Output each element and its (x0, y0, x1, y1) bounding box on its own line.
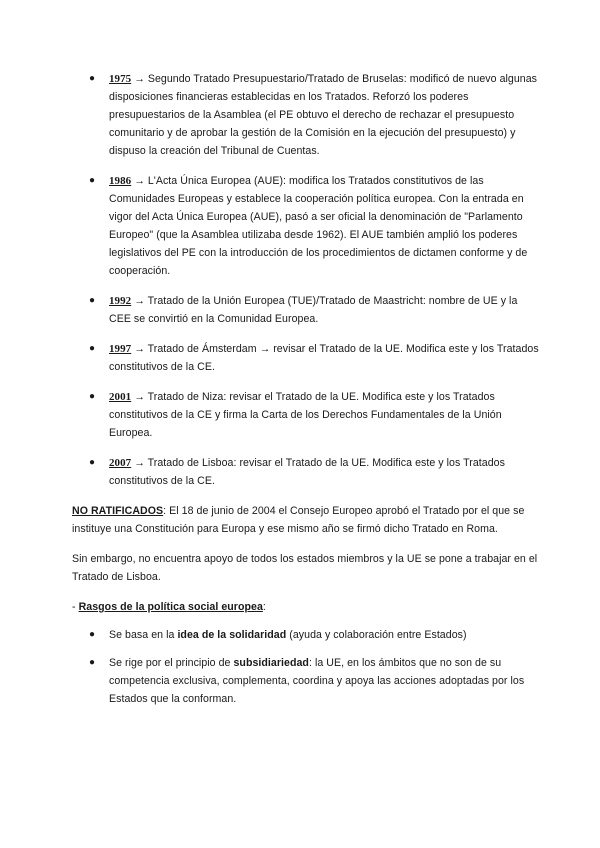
treaty-text: → Tratado de la Unión Europea (TUE)/Tratado de Maastricht: nombre de UE y la CEE se convirtió en la Comunidad Europea. (109, 295, 518, 325)
treaty-list (72, 70, 540, 490)
treaty-item-2007 (72, 454, 540, 490)
rasgos-item-subsidiariedad (72, 654, 540, 708)
treaty-item-2001 (72, 388, 540, 442)
treaty-item-1975 (72, 70, 540, 160)
treaty-year: 1992 (109, 295, 132, 307)
rasgos-item-bold: subsidiariedad (233, 657, 309, 669)
bullet-icon: ● (89, 457, 96, 468)
rasgos-item-bold: idea de la solidaridad (177, 629, 287, 641)
treaty-item-1997 (72, 340, 540, 376)
rasgos-prefix: - (72, 601, 79, 613)
rasgos-item-text: (ayuda y colaboración entre Estados) (286, 629, 467, 641)
bullet-icon: ● (89, 629, 96, 640)
bullet-icon: ● (89, 295, 96, 306)
treaty-year: 2001 (109, 391, 132, 403)
treaty-year: 1997 (109, 343, 132, 355)
no-ratificados-paragraph (72, 502, 540, 538)
rasgos-item-solidaridad (72, 626, 540, 644)
rasgos-suffix: : (262, 601, 266, 613)
treaty-year: 1975 (109, 73, 132, 85)
rasgos-heading (72, 598, 540, 616)
treaty-year: 2007 (109, 457, 132, 469)
bullet-icon: ● (89, 657, 96, 668)
bullet-icon: ● (89, 73, 96, 84)
no-ratificados-label: NO RATIFICADOS (72, 505, 164, 517)
rasgos-item-text: Se rige por el principio de (109, 657, 234, 669)
treaty-text: → Segundo Tratado Presupuestario/Tratado de Bruselas: modificó de nuevo algunas disposiciones financieras establecidas en los Tratados. Reforzó los poderes presupuestarios de la Asamblea (el PE obtuvo el derecho de rechazar el presupuesto comunitario y de aprobar la gestión de la Comisión en la ejecución del presupuesto) y dispuso la creación del Tribunal de Cuentas. (109, 73, 538, 157)
treaty-text: → Tratado de Niza: revisar el Tratado de la UE. Modifica este y los Tratados constitutivos de la CE y firma la Carta de los Derechos Fundamentales de la Unión Europea. (109, 391, 502, 439)
bullet-icon: ● (89, 175, 96, 186)
bullet-icon: ● (89, 343, 96, 354)
treaty-text: → Tratado de Lisboa: revisar el Tratado de la UE. Modifica este y los Tratados constitutivos de la CE. (109, 457, 505, 487)
treaty-text: → Tratado de Ámsterdam → revisar el Tratado de la UE. Modifica este y los Tratados constitutivos de la CE. (109, 343, 539, 373)
rasgos-item-text: : la UE, en los ámbitos que no son de su competencia exclusiva, complementa, coordina y apoya las acciones adoptadas por los Estados que la conforman. (109, 657, 525, 705)
rasgos-title: Rasgos de la política social europea (78, 601, 263, 613)
treaty-item-1986 (72, 172, 540, 280)
no-ratificados-text: : El 18 de junio de 2004 el Consejo Europeo aprobó el Tratado por el que se instituye una Constitución para Europa y ese mismo año se firmó dicho Tratado en Roma. (72, 505, 525, 535)
treaty-item-1992 (72, 292, 540, 328)
sin-embargo-paragraph: Sin embargo, no encuentra apoyo de todos los estados miembros y la UE se pone a trabajar en el Tratado de Lisboa. (72, 553, 538, 583)
treaty-text: → L'Acta Única Europea (AUE): modifica los Tratados constitutivos de las Comunidades Europeas y establece la cooperación política europea. Con la entrada en vigor del Acta Única Europea (AUE), pasó a ser oficial la denominación de "Parlamento Europeo" (que la Asamblea utilizaba desde 1962). El AUE también amplió los poderes legislativos del PE con la introducción de los procedimientos de dictamen conforme y de cooperación. (109, 175, 528, 277)
rasgos-item-text: Se basa en la (109, 629, 178, 641)
treaty-year: 1986 (109, 175, 132, 187)
bullet-icon: ● (89, 391, 96, 402)
rasgos-list (72, 626, 540, 708)
